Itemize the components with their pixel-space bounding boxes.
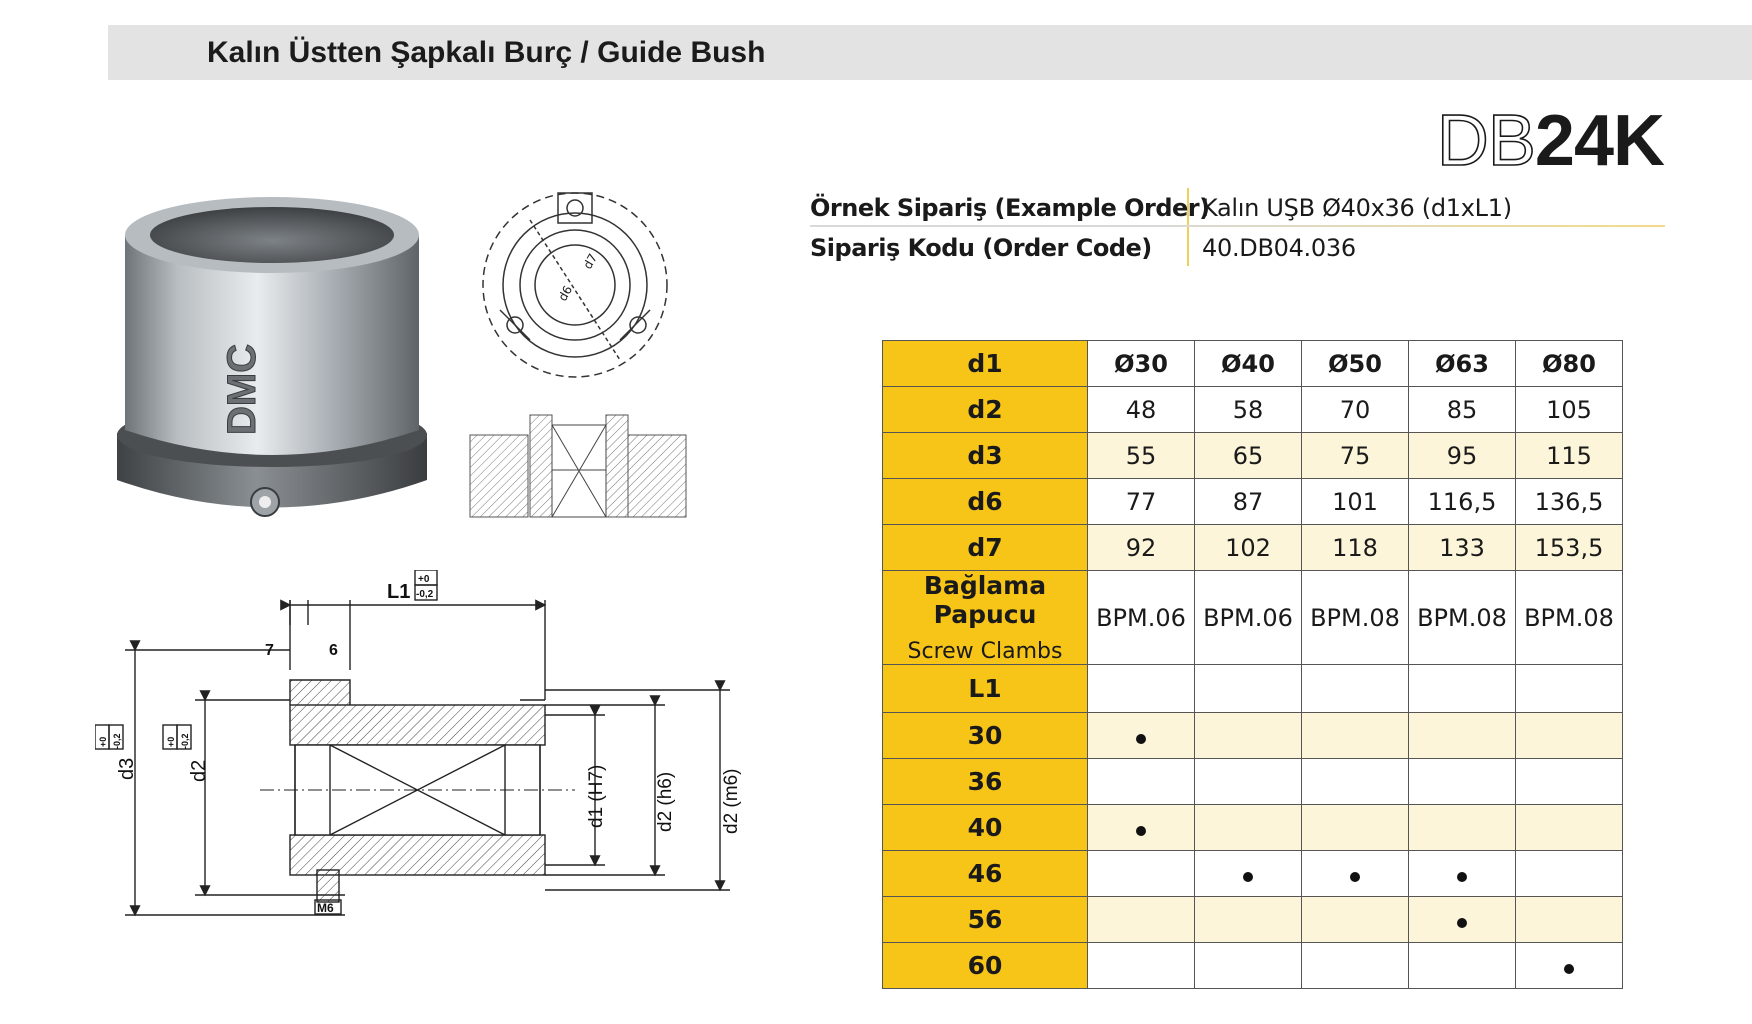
row-header: d6 [883,479,1088,525]
table-cell [1409,851,1516,897]
table-cell [1409,943,1516,989]
order-code-value: 40.DB04.036 [1202,234,1356,262]
d2-tol-upper: +0 [166,736,176,747]
row-header: d1 [883,341,1088,387]
table-cell [1409,665,1516,713]
top-view-label-d7: d7 [580,251,601,272]
table-cell [1302,851,1409,897]
table-cell [1088,713,1195,759]
availability-dot [1564,964,1574,974]
dim-6-label: 6 [329,642,338,659]
table-row-l1 [883,665,1623,713]
table-cell [1088,897,1195,943]
spec-table [882,340,1623,989]
table-cell [1302,943,1409,989]
table-cell [1516,805,1623,851]
row-header: L1 [883,665,1088,713]
l1-availability-body [883,713,1623,989]
table-row-clamp [883,571,1623,665]
table-cell: 118 [1302,525,1409,571]
m6-label: M6 [317,901,334,915]
example-order-label: Örnek Sipariş (Example Order) [810,194,1210,222]
table-cell: 153,5 [1516,525,1623,571]
table-row-l1-30 [883,713,1623,759]
row-header: 40 [883,805,1088,851]
table-cell: BPM.06 [1195,571,1302,665]
table-cell: 55 [1088,433,1195,479]
product-code-prefix: DB [1436,101,1535,181]
availability-dot [1457,918,1467,928]
table-cell [1195,897,1302,943]
table-cell: BPM.08 [1409,571,1516,665]
order-code-row [810,228,1665,268]
product-code [1436,101,1664,181]
l1-dim-label: L1 [387,581,411,603]
availability-dot [1457,872,1467,882]
table-cell: BPM.08 [1302,571,1409,665]
table-cell: 87 [1195,479,1302,525]
row-header: d2 [883,387,1088,433]
table-cell: Ø30 [1088,341,1195,387]
table-row-d6 [883,479,1623,525]
table-cell: 58 [1195,387,1302,433]
table-cell: Ø80 [1516,341,1623,387]
order-divider [810,225,1665,227]
row-header: 46 [883,851,1088,897]
table-row-l1-60 [883,943,1623,989]
table-cell [1516,943,1623,989]
d3-tol-lower: -0,2 [112,733,122,749]
availability-dot [1136,826,1146,836]
top-view-drawing [470,190,690,390]
table-row-d1 [883,341,1623,387]
table-cell [1516,665,1623,713]
technical-drawing [95,570,775,1010]
table-row-l1-36 [883,759,1623,805]
product-code-suffix: 24K [1534,101,1664,181]
table-cell [1088,665,1195,713]
product-photo [105,190,440,540]
table-cell [1409,805,1516,851]
table-cell: Ø50 [1302,341,1409,387]
table-cell [1409,897,1516,943]
table-cell [1088,805,1195,851]
dim-7-label: 7 [265,642,274,659]
example-order-row [810,188,1665,228]
table-cell [1302,759,1409,805]
table-cell: 102 [1195,525,1302,571]
l1-tol-lower: -0,2 [416,589,434,600]
table-cell [1516,713,1623,759]
table-cell: 101 [1302,479,1409,525]
d3-dim-label: d3 [116,757,138,780]
table-row-l1-40 [883,805,1623,851]
table-cell [1195,805,1302,851]
table-cell [1302,713,1409,759]
brand-logo: DMC [220,343,264,435]
side-section-drawing [468,410,693,525]
availability-dot [1350,872,1360,882]
table-cell [1302,805,1409,851]
table-cell: 92 [1088,525,1195,571]
table-cell: 85 [1409,387,1516,433]
clamp-label: Bağlama Papucu [923,571,1047,629]
table-cell: BPM.08 [1516,571,1623,665]
table-cell [1195,759,1302,805]
row-header: 30 [883,713,1088,759]
d2-m6-label: d2 (m6) [721,768,742,834]
table-cell [1302,897,1409,943]
table-cell [1516,759,1623,805]
order-info [810,188,1665,268]
table-cell: 136,5 [1516,479,1623,525]
table-cell [1516,897,1623,943]
table-cell [1088,943,1195,989]
table-cell: 133 [1409,525,1516,571]
table-cell: 48 [1088,387,1195,433]
table-cell: 65 [1195,433,1302,479]
availability-dot [1243,872,1253,882]
table-row-d3 [883,433,1623,479]
table-cell [1302,665,1409,713]
l1-tol-upper: +0 [418,574,430,585]
table-cell [1088,759,1195,805]
table-cell [1195,665,1302,713]
table-cell [1409,713,1516,759]
table-row-l1-56 [883,897,1623,943]
row-header [883,571,1088,665]
table-cell: 75 [1302,433,1409,479]
table-cell [1195,943,1302,989]
table-cell: Ø63 [1409,341,1516,387]
row-header: 60 [883,943,1088,989]
table-cell: BPM.06 [1088,571,1195,665]
example-order-value: Kalın UŞB Ø40x36 (d1xL1) [1202,194,1512,222]
d1-h7-label: d1 (H7) [586,764,607,828]
d2-dim-label: d2 [188,759,210,782]
table-cell: 116,5 [1409,479,1516,525]
table-cell [1516,851,1623,897]
top-view-label-d6: d6 [555,283,576,304]
table-cell [1088,851,1195,897]
row-header: 36 [883,759,1088,805]
row-header: d3 [883,433,1088,479]
clamp-sublabel: Screw Clambs [907,639,1063,664]
table-cell: 95 [1409,433,1516,479]
table-cell [1409,759,1516,805]
table-cell: 105 [1516,387,1623,433]
row-header: 56 [883,897,1088,943]
d2-h6-label: d2 (h6) [655,771,676,832]
table-cell: Ø40 [1195,341,1302,387]
table-row-d2 [883,387,1623,433]
page-title: Kalın Üstten Şapkalı Burç / Guide Bush [207,36,766,69]
table-cell: 77 [1088,479,1195,525]
d3-tol-upper: +0 [98,736,108,747]
table-row-d7 [883,525,1623,571]
table-cell [1195,713,1302,759]
availability-dot [1136,734,1146,744]
table-cell [1195,851,1302,897]
table-row-l1-46 [883,851,1623,897]
row-header: d7 [883,525,1088,571]
order-code-label: Sipariş Kodu (Order Code) [810,234,1152,262]
table-cell: 70 [1302,387,1409,433]
table-cell: 115 [1516,433,1623,479]
d2-tol-lower: -0,2 [180,733,190,749]
